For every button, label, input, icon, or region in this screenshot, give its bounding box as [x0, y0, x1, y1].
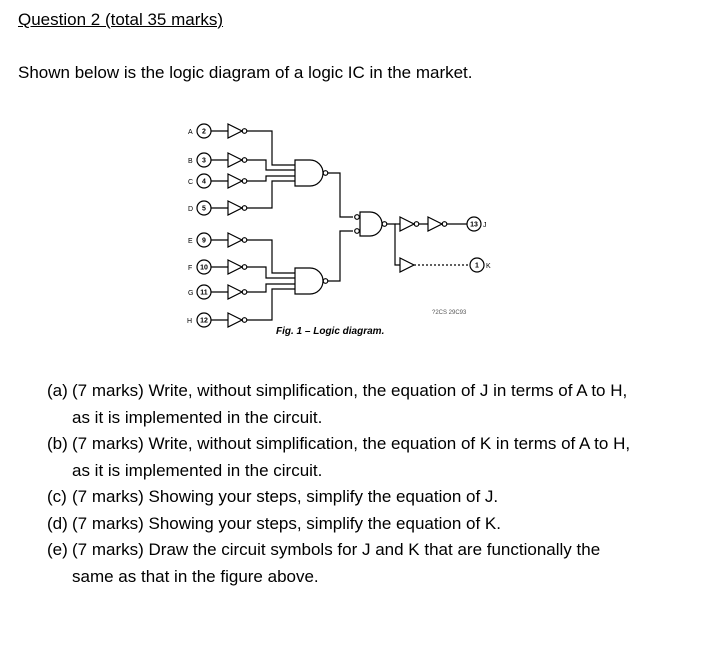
question-parts: [47, 378, 692, 590]
input-label-b: B: [188, 158, 193, 165]
part-e: [47, 537, 692, 590]
input-label-e: E: [188, 238, 193, 245]
part-text: (7 marks) Showing your steps, simplify the equation of K.: [72, 513, 501, 533]
buffer-k-icon: [400, 258, 414, 272]
part-label: (b): [47, 434, 68, 453]
logic-diagram: [170, 115, 510, 345]
pin-e: 9: [202, 237, 206, 245]
part-label: (d): [47, 513, 68, 533]
part-b: [47, 431, 692, 484]
pin-k: 1: [475, 262, 479, 270]
part-text: (7 marks) Write, without simplification, the equation of J in terms of A to H,: [72, 381, 628, 400]
figure-caption: Fig. 1 – Logic diagram.: [276, 326, 385, 337]
input-label-f: F: [188, 265, 193, 272]
part-label: (a): [47, 381, 68, 400]
inverter-j1-icon: [400, 217, 419, 231]
inverter-e-icon: [228, 233, 247, 247]
and-gate-bottom-icon: [295, 268, 328, 294]
nand-gate-output-icon: [360, 212, 387, 236]
pin-d: 5: [202, 205, 206, 213]
part-text: (7 marks) Draw the circuit symbols for J and K that are functionally the: [72, 540, 601, 559]
and-gate-top-icon: [295, 160, 328, 186]
inverter-j2-icon: [428, 217, 447, 231]
pin-a: 2: [202, 128, 206, 136]
part-label: (e): [47, 540, 68, 559]
input-label-c: C: [188, 179, 194, 186]
inverter-a-icon: [228, 124, 247, 138]
question-title: Question 2 (total 35 marks): [18, 10, 224, 29]
part-text: (7 marks) Write, without simplification, the equation of K in terms of A to H,: [72, 434, 631, 453]
pin-j: 13: [470, 221, 478, 229]
pin-h: 12: [200, 317, 208, 325]
part-c: [47, 484, 692, 511]
inverter-d-icon: [228, 201, 247, 215]
pin-b: 3: [202, 157, 206, 165]
input-label-h: H: [187, 318, 193, 325]
part-d: [47, 511, 692, 538]
diagram-code: ?2CS 29C93: [432, 310, 467, 316]
output-label-j: J: [483, 222, 487, 229]
intro-text: Shown below is the logic diagram of a logic IC in the market.: [18, 63, 473, 82]
part-label: (c): [47, 487, 67, 506]
inverter-g-icon: [228, 285, 247, 299]
pin-f: 10: [200, 264, 208, 272]
inverter-h-icon: [228, 313, 247, 327]
inverter-f-icon: [228, 260, 247, 274]
part-text-cont: as it is implemented in the circuit.: [72, 407, 323, 427]
input-label-g: G: [188, 290, 194, 297]
pin-g: 11: [200, 289, 208, 297]
inverter-c-icon: [228, 174, 247, 188]
part-a: [47, 378, 692, 431]
input-label-a: A: [188, 129, 193, 136]
part-text-cont: as it is implemented in the circuit.: [72, 460, 323, 480]
pin-c: 4: [202, 178, 206, 186]
part-text-cont: same as that in the figure above.: [72, 566, 319, 586]
part-text: (7 marks) Showing your steps, simplify the equation of J.: [72, 487, 499, 506]
output-label-k: K: [486, 263, 491, 270]
input-label-d: D: [188, 206, 194, 213]
inverter-b-icon: [228, 153, 247, 167]
